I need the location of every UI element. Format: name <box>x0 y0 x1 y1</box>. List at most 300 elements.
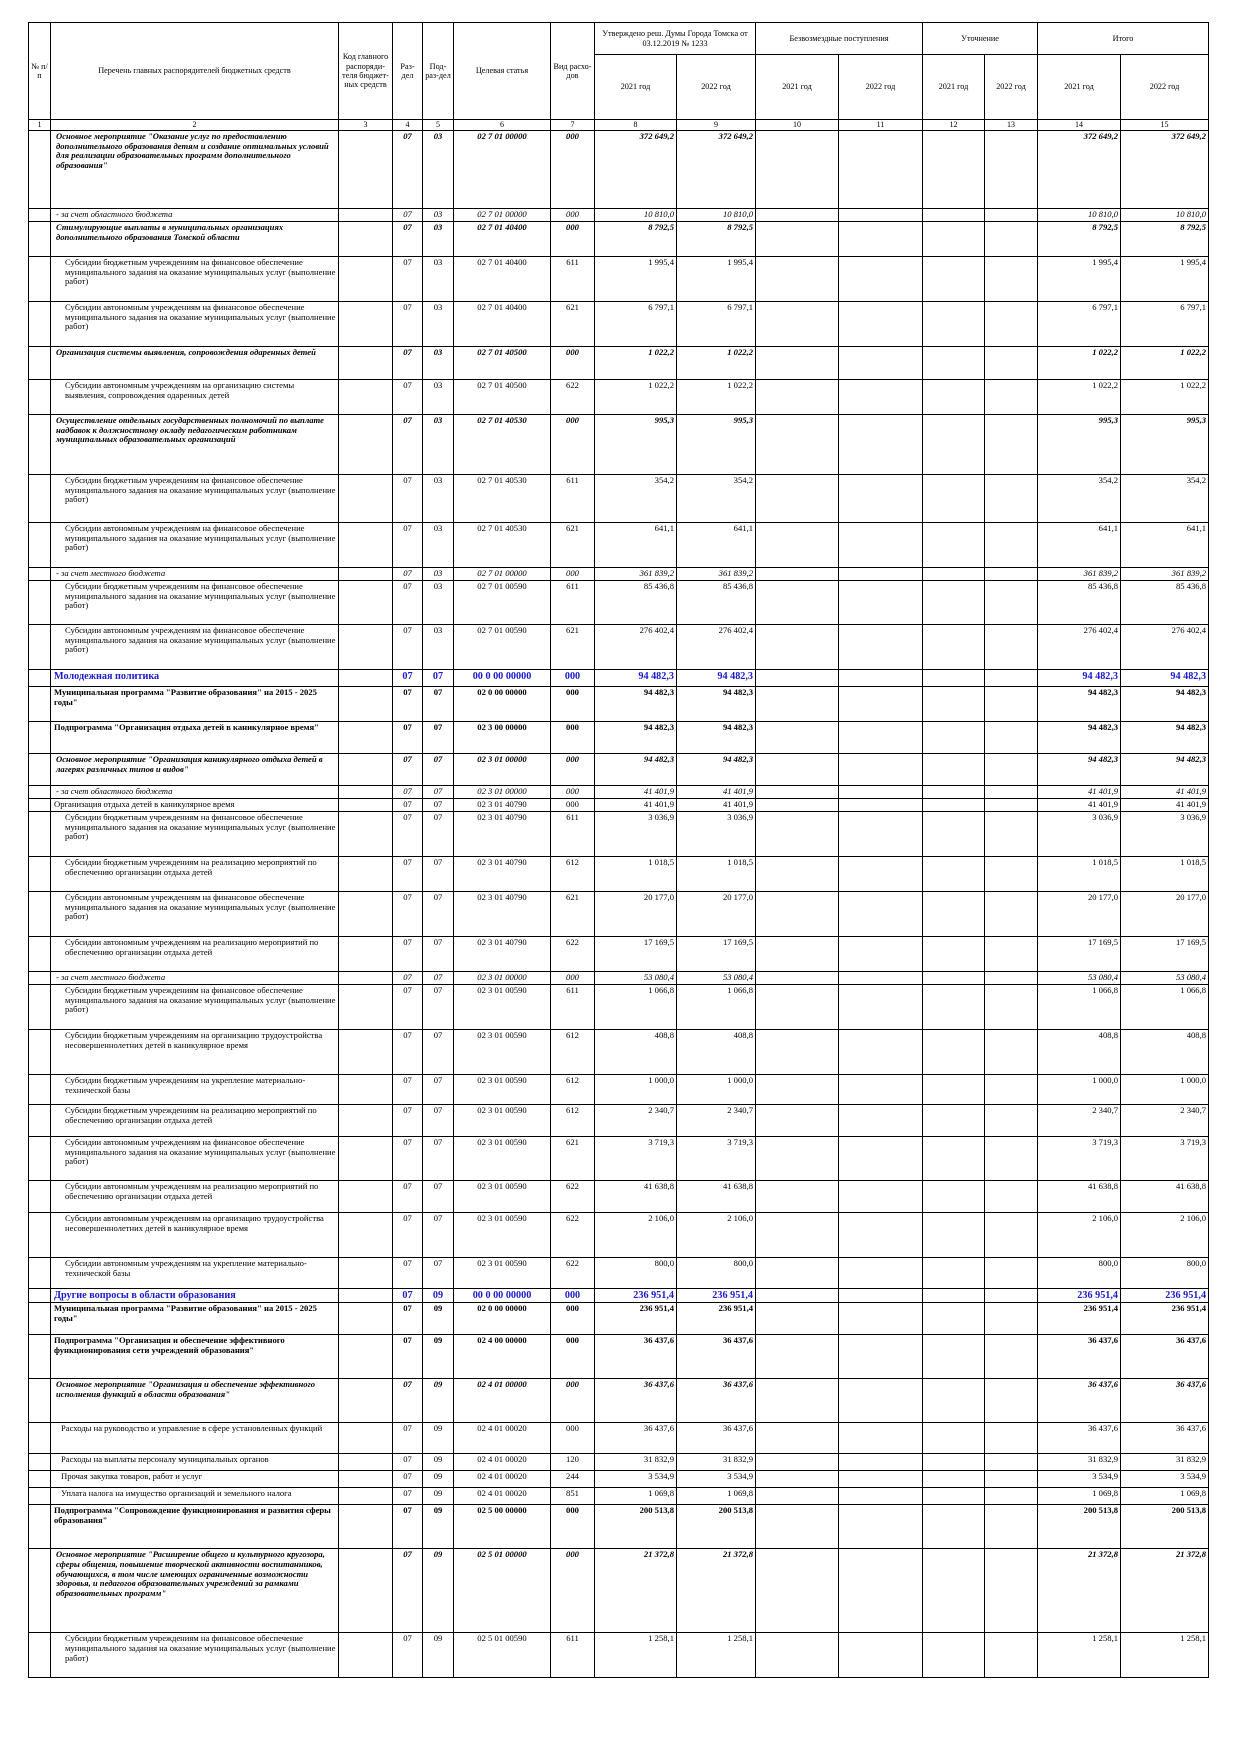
cell-target-article: 02 5 01 00590 <box>454 1633 551 1678</box>
cell-grbs <box>339 475 393 523</box>
cell-approved-2022: 36 437,6 <box>677 1379 756 1423</box>
cell-total-2021: 1 258,1 <box>1038 1633 1121 1678</box>
cell-clarif-2022 <box>985 415 1038 475</box>
cell-clarif-2022 <box>985 857 1038 892</box>
cell-razdel: 07 <box>393 812 423 857</box>
cell-approved-2022: 372 649,2 <box>677 131 756 209</box>
cell-clarif-2021 <box>923 1471 985 1488</box>
cell-total-2021: 41 401,9 <box>1038 786 1121 799</box>
cell-approved-2022: 20 177,0 <box>677 892 756 937</box>
cell-free-2022 <box>839 1471 923 1488</box>
cell-free-2022 <box>839 209 923 222</box>
cell-free-2021 <box>756 380 839 415</box>
cell-approved-2021: 53 080,4 <box>595 972 677 985</box>
cell-target-article: 02 3 01 00000 <box>454 754 551 786</box>
cell-podrazdel: 03 <box>423 625 454 670</box>
cell-total-2022: 36 437,6 <box>1121 1379 1209 1423</box>
cell-clarif-2021 <box>923 985 985 1030</box>
cell-podrazdel: 07 <box>423 857 454 892</box>
cell-podrazdel: 07 <box>423 937 454 972</box>
cell-total-2022: 85 436,8 <box>1121 581 1209 625</box>
header-name: Перечень главных распорядителей бюджетных средств <box>51 23 339 120</box>
cell-approved-2022: 1 022,2 <box>677 347 756 380</box>
cell-podrazdel: 09 <box>423 1303 454 1335</box>
cell-clarif-2021 <box>923 1335 985 1379</box>
cell-target-article: 02 4 01 00020 <box>454 1454 551 1471</box>
cell-free-2021 <box>756 347 839 380</box>
cell-total-2022: 94 482,3 <box>1121 670 1209 687</box>
cell-total-2021: 36 437,6 <box>1038 1379 1121 1423</box>
cell-razdel: 07 <box>393 1335 423 1379</box>
cell-free-2022 <box>839 257 923 302</box>
header-clarif: Уточнение <box>923 23 1038 55</box>
cell-name: Субсидии бюджетным учреждениям на реализацию мероприятий по обеспечению организации отдыха детей <box>51 1105 339 1137</box>
cell-clarif-2022 <box>985 581 1038 625</box>
cell-num <box>29 581 51 625</box>
cell-grbs <box>339 302 393 347</box>
cell-expense-type: 611 <box>551 985 595 1030</box>
cell-free-2022 <box>839 1075 923 1105</box>
cell-approved-2022: 354,2 <box>677 475 756 523</box>
cell-expense-type: 000 <box>551 1505 595 1549</box>
cell-clarif-2021 <box>923 415 985 475</box>
cell-clarif-2022 <box>985 222 1038 257</box>
cell-podrazdel: 07 <box>423 670 454 687</box>
cell-approved-2022: 85 436,8 <box>677 581 756 625</box>
cell-num <box>29 257 51 302</box>
cell-expense-type: 612 <box>551 857 595 892</box>
cell-free-2022 <box>839 1303 923 1335</box>
cell-free-2022 <box>839 1105 923 1137</box>
cell-podrazdel: 07 <box>423 754 454 786</box>
cell-clarif-2021 <box>923 568 985 581</box>
cell-approved-2021: 1 018,5 <box>595 857 677 892</box>
cell-name: Подпрограмма "Сопровождение функционирования и развития сферы образования" <box>51 1505 339 1549</box>
cell-podrazdel: 07 <box>423 972 454 985</box>
cell-approved-2022: 2 106,0 <box>677 1213 756 1258</box>
cell-free-2022 <box>839 131 923 209</box>
cell-razdel: 07 <box>393 1471 423 1488</box>
cell-clarif-2021 <box>923 1423 985 1454</box>
cell-free-2022 <box>839 1549 923 1633</box>
cell-free-2022 <box>839 1137 923 1181</box>
cell-total-2021: 1 069,8 <box>1038 1488 1121 1505</box>
cell-total-2021: 1 018,5 <box>1038 857 1121 892</box>
cell-grbs <box>339 1633 393 1678</box>
cell-grbs <box>339 1335 393 1379</box>
cell-approved-2021: 94 482,3 <box>595 754 677 786</box>
cell-razdel: 07 <box>393 1488 423 1505</box>
cell-num <box>29 1335 51 1379</box>
table-header <box>29 23 1209 131</box>
cell-razdel: 07 <box>393 722 423 754</box>
cell-free-2022 <box>839 985 923 1030</box>
table-row <box>29 937 1209 972</box>
cell-free-2022 <box>839 687 923 722</box>
cell-expense-type: 621 <box>551 1137 595 1181</box>
cell-free-2021 <box>756 131 839 209</box>
cell-grbs <box>339 625 393 670</box>
cell-name: Субсидии бюджетным учреждениям на финансовое обеспечение муниципального задания на оказание муниципальных услуг (выполнение работ) <box>51 581 339 625</box>
cell-clarif-2021 <box>923 972 985 985</box>
budget-sheet <box>28 22 1208 1678</box>
cell-razdel: 07 <box>393 892 423 937</box>
table-row <box>29 1633 1209 1678</box>
cell-approved-2021: 800,0 <box>595 1258 677 1289</box>
cell-free-2022 <box>839 1505 923 1549</box>
cell-clarif-2021 <box>923 812 985 857</box>
cell-total-2021: 3 036,9 <box>1038 812 1121 857</box>
cell-num <box>29 568 51 581</box>
cell-clarif-2021 <box>923 1379 985 1423</box>
cell-expense-type: 000 <box>551 670 595 687</box>
cell-total-2022: 1 066,8 <box>1121 985 1209 1030</box>
cell-grbs <box>339 1471 393 1488</box>
cell-grbs <box>339 581 393 625</box>
cell-podrazdel: 03 <box>423 347 454 380</box>
cell-grbs <box>339 380 393 415</box>
cell-free-2021 <box>756 799 839 812</box>
cell-total-2021: 276 402,4 <box>1038 625 1121 670</box>
cell-approved-2022: 3 036,9 <box>677 812 756 857</box>
cell-target-article: 02 3 01 40790 <box>454 799 551 812</box>
cell-total-2021: 372 649,2 <box>1038 131 1121 209</box>
cell-target-article: 02 7 01 40400 <box>454 257 551 302</box>
cell-free-2021 <box>756 1181 839 1213</box>
cell-total-2021: 41 638,8 <box>1038 1181 1121 1213</box>
cell-free-2022 <box>839 754 923 786</box>
cell-expense-type: 612 <box>551 1105 595 1137</box>
cell-expense-type: 611 <box>551 581 595 625</box>
cell-free-2021 <box>756 812 839 857</box>
cell-razdel: 07 <box>393 347 423 380</box>
cell-grbs <box>339 687 393 722</box>
cell-grbs <box>339 347 393 380</box>
header-year: 2022 год <box>677 55 756 120</box>
cell-clarif-2021 <box>923 1075 985 1105</box>
table-row <box>29 581 1209 625</box>
cell-target-article: 02 7 01 40530 <box>454 415 551 475</box>
cell-total-2021: 10 810,0 <box>1038 209 1121 222</box>
cell-free-2022 <box>839 1030 923 1075</box>
cell-free-2022 <box>839 1213 923 1258</box>
cell-approved-2021: 1 000,0 <box>595 1075 677 1105</box>
cell-name: Субсидии бюджетным учреждениям на реализацию мероприятий по обеспечению организации отдыха детей <box>51 857 339 892</box>
cell-razdel: 07 <box>393 1505 423 1549</box>
cell-approved-2021: 41 401,9 <box>595 799 677 812</box>
cell-clarif-2021 <box>923 302 985 347</box>
cell-expense-type: 851 <box>551 1488 595 1505</box>
cell-total-2022: 1 258,1 <box>1121 1633 1209 1678</box>
header-year: 2021 год <box>595 55 677 120</box>
cell-free-2021 <box>756 209 839 222</box>
cell-expense-type: 000 <box>551 754 595 786</box>
cell-target-article: 02 7 01 00000 <box>454 209 551 222</box>
cell-free-2022 <box>839 1335 923 1379</box>
cell-free-2021 <box>756 1105 839 1137</box>
cell-approved-2021: 276 402,4 <box>595 625 677 670</box>
cell-grbs <box>339 1030 393 1075</box>
cell-razdel: 07 <box>393 972 423 985</box>
column-number: 11 <box>839 120 923 131</box>
cell-approved-2022: 17 169,5 <box>677 937 756 972</box>
cell-approved-2021: 1 995,4 <box>595 257 677 302</box>
cell-podrazdel: 07 <box>423 1075 454 1105</box>
cell-approved-2022: 8 792,5 <box>677 222 756 257</box>
column-number: 6 <box>454 120 551 131</box>
cell-total-2022: 2 340,7 <box>1121 1105 1209 1137</box>
cell-clarif-2021 <box>923 347 985 380</box>
cell-total-2022: 94 482,3 <box>1121 687 1209 722</box>
cell-name: Субсидии автономным учреждениям на укрепление материально-технической базы <box>51 1258 339 1289</box>
table-row <box>29 1454 1209 1471</box>
cell-name: Основное мероприятие "Оказание услуг по предоставлению дополнительного образования детям и создание оптимальных условий для реализации образовательных программ дополнительного образования" <box>51 131 339 209</box>
cell-clarif-2021 <box>923 581 985 625</box>
cell-free-2021 <box>756 1289 839 1303</box>
cell-expense-type: 000 <box>551 1423 595 1454</box>
cell-expense-type: 622 <box>551 1213 595 1258</box>
cell-num <box>29 1030 51 1075</box>
table-row <box>29 523 1209 568</box>
cell-name: Муниципальная программа "Развитие образования" на 2015 - 2025 годы" <box>51 687 339 722</box>
cell-total-2022: 3 719,3 <box>1121 1137 1209 1181</box>
column-number: 12 <box>923 120 985 131</box>
cell-target-article: 02 3 01 00590 <box>454 1075 551 1105</box>
cell-clarif-2022 <box>985 1303 1038 1335</box>
cell-podrazdel: 07 <box>423 786 454 799</box>
cell-free-2021 <box>756 722 839 754</box>
cell-total-2021: 8 792,5 <box>1038 222 1121 257</box>
cell-grbs <box>339 1213 393 1258</box>
cell-expense-type: 611 <box>551 257 595 302</box>
cell-total-2022: 31 832,9 <box>1121 1454 1209 1471</box>
cell-approved-2022: 800,0 <box>677 1258 756 1289</box>
cell-target-article: 02 4 01 00020 <box>454 1488 551 1505</box>
cell-grbs <box>339 209 393 222</box>
cell-target-article: 02 4 00 00000 <box>454 1335 551 1379</box>
cell-expense-type: 000 <box>551 1335 595 1379</box>
cell-clarif-2021 <box>923 475 985 523</box>
cell-free-2022 <box>839 799 923 812</box>
cell-razdel: 07 <box>393 380 423 415</box>
column-number: 10 <box>756 120 839 131</box>
cell-expense-type: 612 <box>551 1030 595 1075</box>
cell-num <box>29 687 51 722</box>
cell-free-2022 <box>839 937 923 972</box>
cell-free-2021 <box>756 1137 839 1181</box>
cell-target-article: 02 5 01 00000 <box>454 1549 551 1633</box>
header-cel: Целевая статья <box>454 23 551 120</box>
cell-expense-type: 622 <box>551 1181 595 1213</box>
cell-approved-2021: 41 638,8 <box>595 1181 677 1213</box>
cell-target-article: 02 4 01 00020 <box>454 1471 551 1488</box>
cell-total-2022: 36 437,6 <box>1121 1335 1209 1379</box>
cell-razdel: 07 <box>393 1181 423 1213</box>
cell-approved-2021: 354,2 <box>595 475 677 523</box>
cell-free-2021 <box>756 892 839 937</box>
cell-name: Субсидии бюджетным учреждениям на финансовое обеспечение муниципального задания на оказание муниципальных услуг (выполнение работ) <box>51 257 339 302</box>
cell-clarif-2022 <box>985 1505 1038 1549</box>
cell-total-2022: 276 402,4 <box>1121 625 1209 670</box>
cell-clarif-2022 <box>985 799 1038 812</box>
cell-free-2022 <box>839 415 923 475</box>
cell-podrazdel: 03 <box>423 415 454 475</box>
cell-expense-type: 000 <box>551 347 595 380</box>
cell-approved-2022: 236 951,4 <box>677 1289 756 1303</box>
cell-num <box>29 209 51 222</box>
table-row <box>29 687 1209 722</box>
table-row <box>29 1258 1209 1289</box>
cell-razdel: 07 <box>393 937 423 972</box>
cell-grbs <box>339 937 393 972</box>
cell-num <box>29 972 51 985</box>
cell-free-2021 <box>756 754 839 786</box>
cell-free-2021 <box>756 1335 839 1379</box>
cell-approved-2021: 36 437,6 <box>595 1423 677 1454</box>
cell-clarif-2021 <box>923 380 985 415</box>
cell-approved-2021: 3 534,9 <box>595 1471 677 1488</box>
cell-podrazdel: 09 <box>423 1423 454 1454</box>
cell-clarif-2021 <box>923 1258 985 1289</box>
cell-podrazdel: 07 <box>423 1181 454 1213</box>
cell-name: Организация системы выявления, сопровождения одаренных детей <box>51 347 339 380</box>
cell-grbs <box>339 1137 393 1181</box>
cell-free-2021 <box>756 972 839 985</box>
cell-total-2022: 408,8 <box>1121 1030 1209 1075</box>
header-podrazdel: Под-раз-дел <box>423 23 454 120</box>
table-row <box>29 985 1209 1030</box>
cell-razdel: 07 <box>393 302 423 347</box>
cell-target-article: 02 3 01 40790 <box>454 892 551 937</box>
cell-free-2021 <box>756 415 839 475</box>
cell-grbs <box>339 1303 393 1335</box>
cell-total-2021: 408,8 <box>1038 1030 1121 1075</box>
cell-total-2021: 1 022,2 <box>1038 347 1121 380</box>
cell-total-2021: 1 022,2 <box>1038 380 1121 415</box>
cell-name: Стимулирующие выплаты в муниципальных организациях дополнительного образования Томской области <box>51 222 339 257</box>
table-row <box>29 972 1209 985</box>
cell-razdel: 07 <box>393 1423 423 1454</box>
cell-num <box>29 1289 51 1303</box>
cell-expense-type: 621 <box>551 523 595 568</box>
cell-name: Субсидии автономным учреждениям на финансовое обеспечение муниципального задания на оказание муниципальных услуг (выполнение работ) <box>51 302 339 347</box>
cell-razdel: 07 <box>393 985 423 1030</box>
cell-name: Расходы на выплаты персоналу муниципальных органов <box>51 1454 339 1471</box>
cell-expense-type: 000 <box>551 222 595 257</box>
cell-clarif-2022 <box>985 1633 1038 1678</box>
cell-target-article: 02 7 01 40530 <box>454 523 551 568</box>
header-approved: Утверждено реш. Думы Города Томска от 03.12.2019 № 1233 <box>595 23 756 55</box>
cell-podrazdel: 03 <box>423 131 454 209</box>
cell-num <box>29 670 51 687</box>
cell-total-2022: 41 401,9 <box>1121 786 1209 799</box>
cell-clarif-2022 <box>985 523 1038 568</box>
cell-target-article: 02 7 01 00590 <box>454 581 551 625</box>
cell-clarif-2022 <box>985 1423 1038 1454</box>
table-row <box>29 568 1209 581</box>
cell-podrazdel: 09 <box>423 1454 454 1471</box>
cell-grbs <box>339 131 393 209</box>
cell-approved-2021: 10 810,0 <box>595 209 677 222</box>
cell-approved-2021: 36 437,6 <box>595 1335 677 1379</box>
cell-target-article: 02 3 00 00000 <box>454 722 551 754</box>
cell-total-2022: 17 169,5 <box>1121 937 1209 972</box>
table-row <box>29 380 1209 415</box>
cell-name: Основное мероприятие "Организация каникулярного отдыха детей в лагерях различных типов и видов" <box>51 754 339 786</box>
table-row <box>29 786 1209 799</box>
cell-grbs <box>339 222 393 257</box>
cell-clarif-2021 <box>923 1213 985 1258</box>
cell-podrazdel: 03 <box>423 568 454 581</box>
cell-target-article: 02 3 01 40790 <box>454 937 551 972</box>
cell-free-2021 <box>756 1030 839 1075</box>
cell-approved-2022: 1 258,1 <box>677 1633 756 1678</box>
cell-approved-2022: 10 810,0 <box>677 209 756 222</box>
cell-name: Субсидии автономным учреждениям на организацию системы выявления, сопровождения одаренных детей <box>51 380 339 415</box>
cell-expense-type: 000 <box>551 972 595 985</box>
table-row <box>29 1030 1209 1075</box>
cell-approved-2022: 3 534,9 <box>677 1471 756 1488</box>
cell-total-2022: 3 534,9 <box>1121 1471 1209 1488</box>
cell-clarif-2021 <box>923 1505 985 1549</box>
cell-razdel: 07 <box>393 1303 423 1335</box>
cell-razdel: 07 <box>393 857 423 892</box>
cell-approved-2022: 200 513,8 <box>677 1505 756 1549</box>
cell-target-article: 02 5 00 00000 <box>454 1505 551 1549</box>
cell-name: Субсидии автономным учреждениям на финансовое обеспечение муниципального задания на оказание муниципальных услуг (выполнение работ) <box>51 1137 339 1181</box>
cell-clarif-2022 <box>985 380 1038 415</box>
cell-approved-2022: 1 022,2 <box>677 380 756 415</box>
cell-clarif-2021 <box>923 754 985 786</box>
cell-grbs <box>339 1488 393 1505</box>
cell-clarif-2022 <box>985 1335 1038 1379</box>
cell-approved-2022: 276 402,4 <box>677 625 756 670</box>
cell-clarif-2022 <box>985 302 1038 347</box>
cell-name: - за счет местного бюджета <box>51 568 339 581</box>
table-row <box>29 415 1209 475</box>
cell-expense-type: 000 <box>551 1379 595 1423</box>
cell-free-2022 <box>839 812 923 857</box>
cell-podrazdel: 07 <box>423 812 454 857</box>
cell-podrazdel: 07 <box>423 985 454 1030</box>
cell-target-article: 02 3 01 00000 <box>454 972 551 985</box>
cell-target-article: 02 7 01 40400 <box>454 302 551 347</box>
cell-free-2022 <box>839 475 923 523</box>
header-year: 2021 год <box>756 55 839 120</box>
cell-target-article: 02 3 01 00590 <box>454 1258 551 1289</box>
cell-name: Подпрограмма "Организация и обеспечение эффективного функционирования сети учреждений образования" <box>51 1335 339 1379</box>
cell-free-2021 <box>756 1549 839 1633</box>
cell-podrazdel: 07 <box>423 1258 454 1289</box>
cell-approved-2022: 995,3 <box>677 415 756 475</box>
column-number: 14 <box>1038 120 1121 131</box>
table-row <box>29 1303 1209 1335</box>
cell-free-2022 <box>839 786 923 799</box>
cell-podrazdel: 03 <box>423 222 454 257</box>
cell-approved-2021: 94 482,3 <box>595 670 677 687</box>
header-grbs: Код главного распоряди-теля бюджет-ных средств <box>339 23 393 120</box>
table-row <box>29 1075 1209 1105</box>
cell-target-article: 02 3 01 00000 <box>454 786 551 799</box>
cell-target-article: 00 0 00 00000 <box>454 670 551 687</box>
cell-clarif-2021 <box>923 131 985 209</box>
cell-approved-2021: 3 719,3 <box>595 1137 677 1181</box>
cell-approved-2022: 236 951,4 <box>677 1303 756 1335</box>
cell-target-article: 02 3 01 40790 <box>454 857 551 892</box>
cell-num <box>29 1075 51 1105</box>
cell-approved-2022: 1 066,8 <box>677 985 756 1030</box>
table-row <box>29 1137 1209 1181</box>
